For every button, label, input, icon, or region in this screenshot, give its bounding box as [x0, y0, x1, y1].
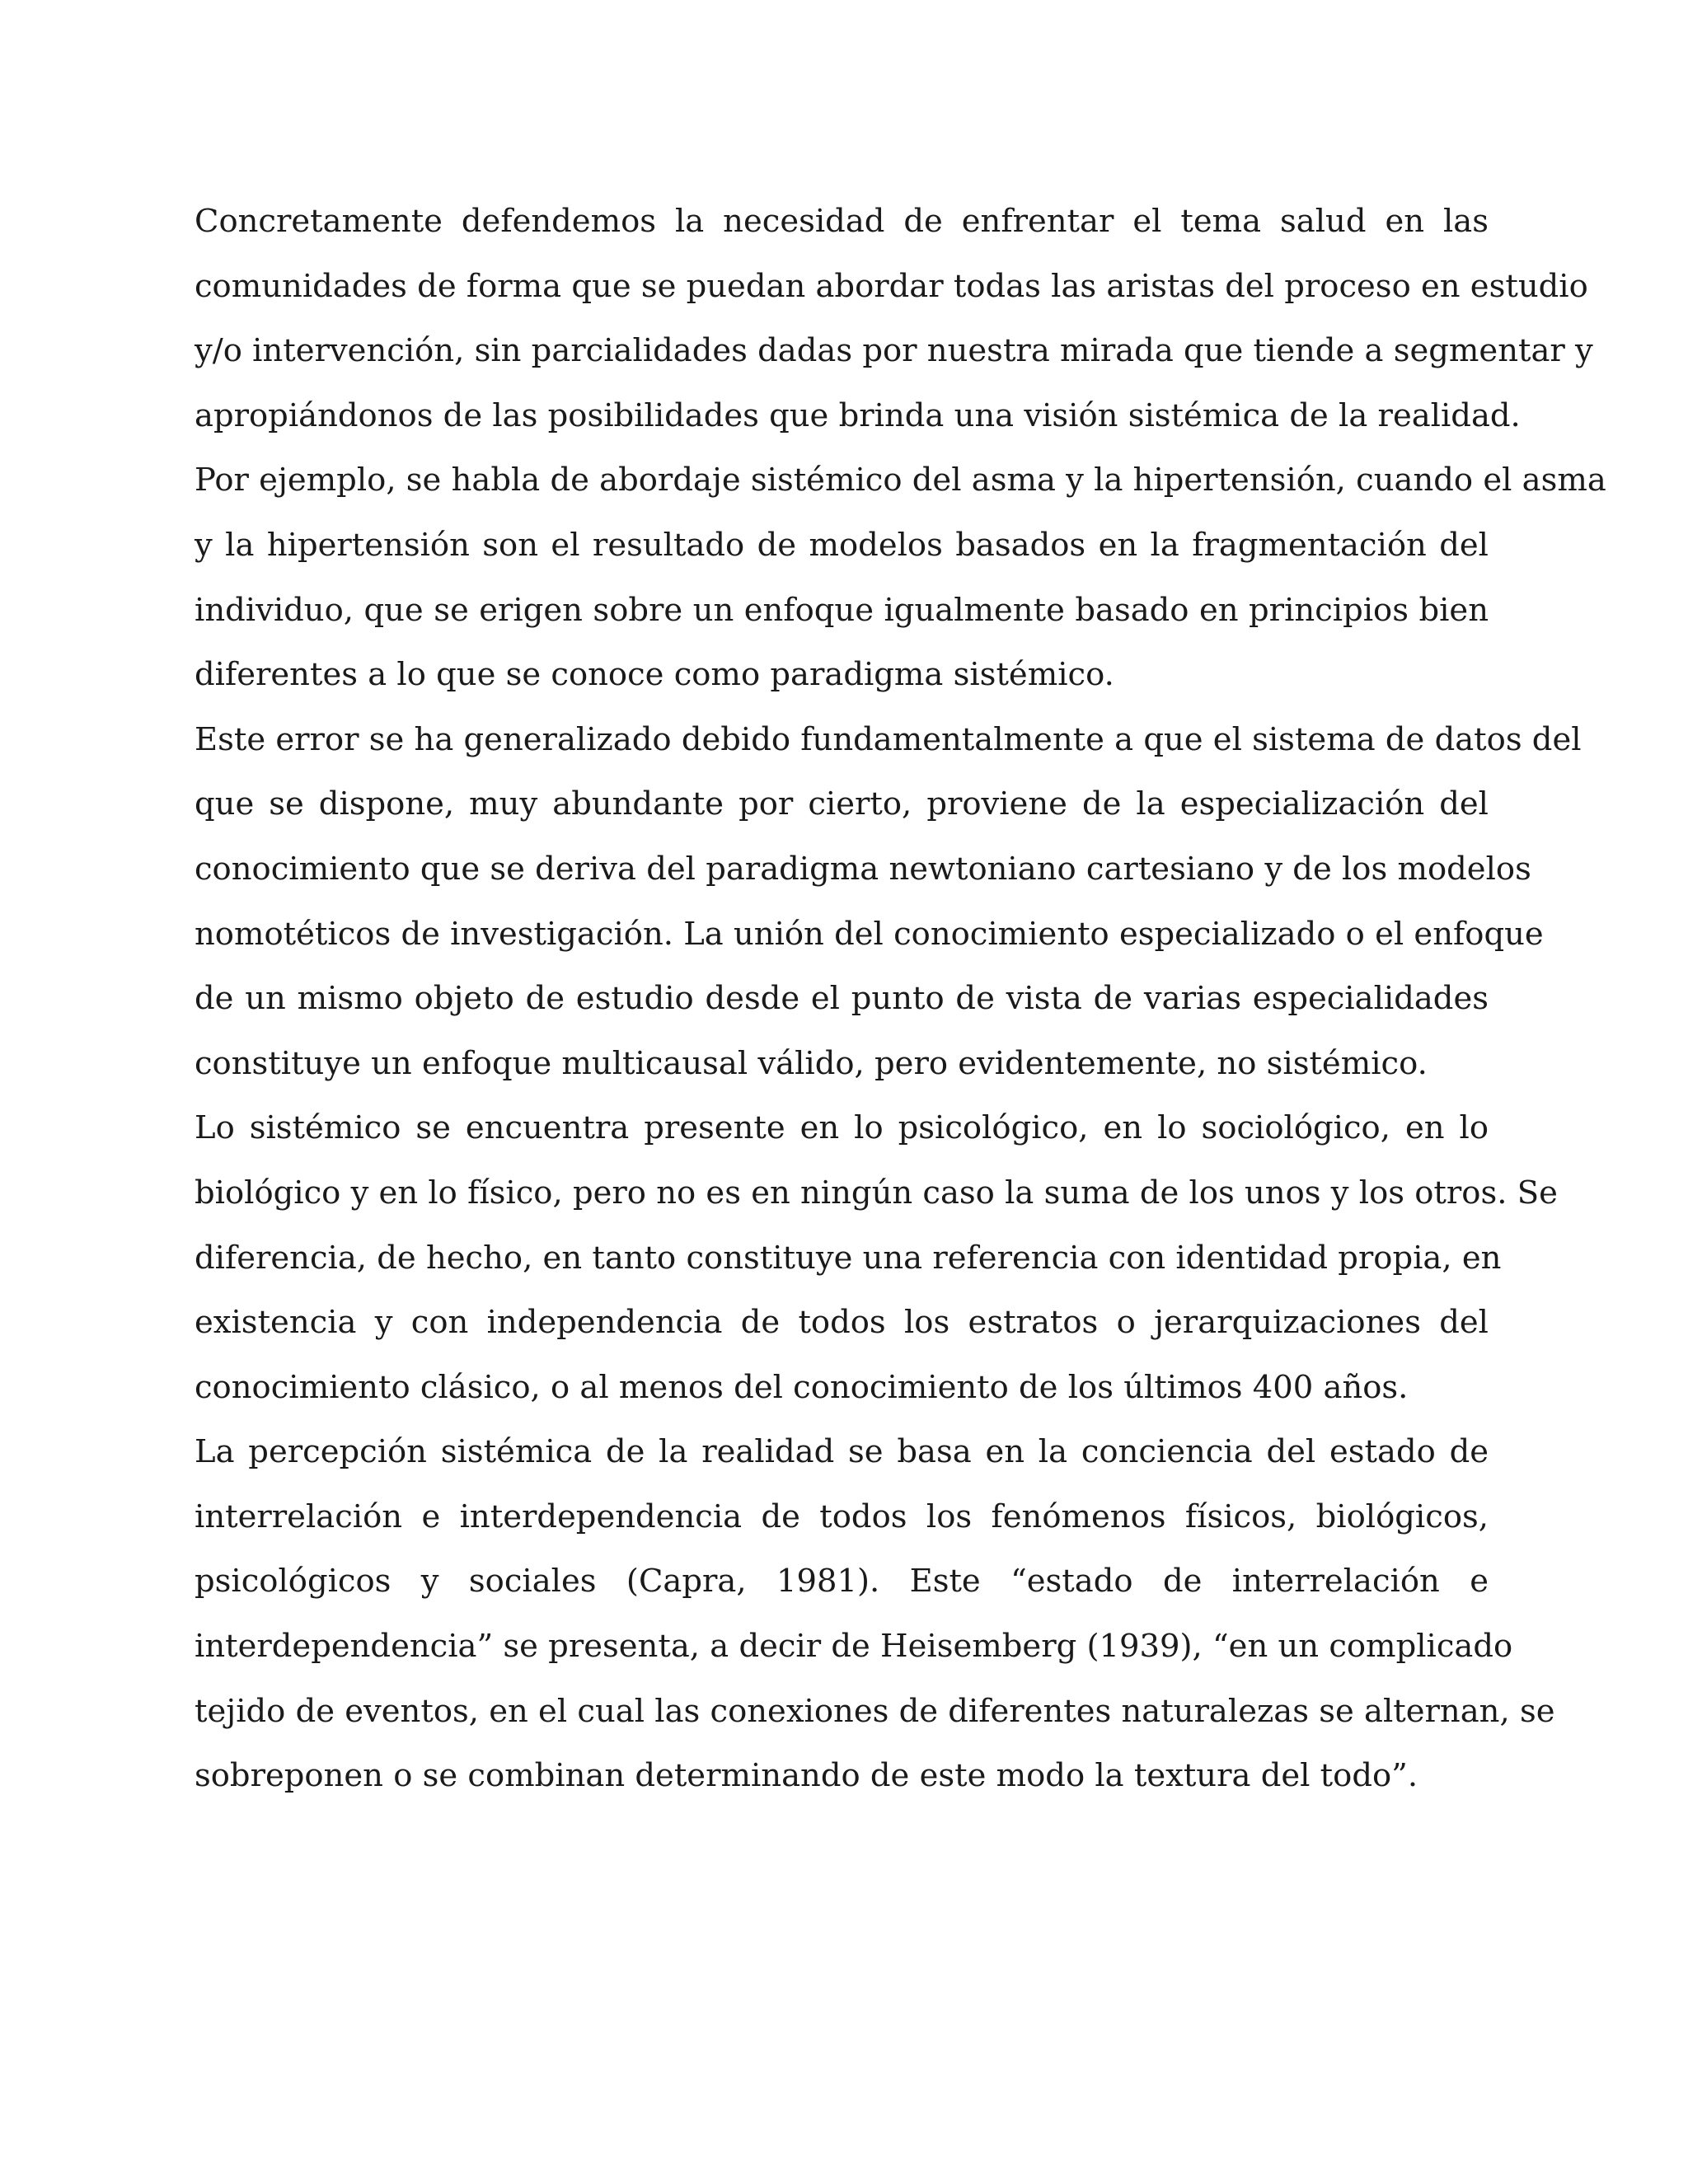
paragraph-1-line-4: apropiándonos de las posibilidades que brinda una visión sistémica de la realidad.: [195, 396, 1521, 434]
paragraph-2-line-3: individuo, que se erigen sobre un enfoque igualmente basado en principios bien: [195, 591, 1489, 629]
body-text: [195, 190, 1606, 1809]
paragraph-1-line-1: Concretamente defendemos la necesidad de enfrentar el tema salud en las: [195, 203, 1489, 240]
paragraph-1-line-2: comunidades de forma que se puedan abordar todas las aristas del proceso en estudio: [195, 267, 1588, 305]
paragraph-4-line-4: existencia y con independencia de todos los estratos o jerarquizaciones del: [195, 1304, 1489, 1342]
paragraph-3-line-3: conocimiento que se deriva del paradigma newtoniano cartesiano y de los modelos: [195, 850, 1531, 888]
paragraph-5-line-1: La percepción sistémica de la realidad se basa en la conciencia del estado de: [195, 1433, 1489, 1471]
paragraph-2-line-2: y la hipertensión son el resultado de modelos basados en la fragmentación del: [195, 526, 1489, 564]
paragraph-5-line-3: psicológicos y sociales (Capra, 1981). Este “estado de interrelación e: [195, 1563, 1489, 1601]
paragraph-5-line-2: interrelación e interdependencia de todos los fenómenos físicos, biológicos,: [195, 1497, 1489, 1535]
paragraph-5-line-6: sobreponen o se combinan determinando de este modo la textura del todo”.: [195, 1757, 1418, 1795]
paragraph-4-line-3: diferencia, de hecho, en tanto constituye una referencia con identidad propia, en: [195, 1239, 1502, 1277]
paragraph-5-line-5: tejido de eventos, en el cual las conexiones de diferentes naturalezas se alternan, se: [195, 1692, 1555, 1730]
paragraph-2-line-4: diferentes a lo que se conoce como paradigma sistémico.: [195, 656, 1114, 694]
paragraph-2-line-1: Por ejemplo, se habla de abordaje sistémico del asma y la hipertensión, cuando el asma: [195, 462, 1606, 499]
paragraph-3-line-4: nomotéticos de investigación. La unión del conocimiento especializado o el enfoque: [195, 915, 1544, 953]
paragraph-1-line-3: y/o intervención, sin parcialidades dadas por nuestra mirada que tiende a segmentar y: [195, 332, 1593, 370]
paragraph-3-line-5: de un mismo objeto de estudio desde el punto de vista de varias especialidades: [195, 980, 1489, 1018]
paragraph-5-line-4: interdependencia” se presenta, a decir de Heisemberg (1939), “en un complicado: [195, 1628, 1513, 1666]
paragraph-3-line-1: Este error se ha generalizado debido fundamentalmente a que el sistema de datos del: [195, 720, 1582, 758]
paragraph-4-line-1: Lo sistémico se encuentra presente en lo psicológico, en lo sociológico, en lo: [195, 1109, 1489, 1147]
paragraph-4-line-5: conocimiento clásico, o al menos del conocimiento de los últimos 400 años.: [195, 1368, 1409, 1406]
paragraph-4-line-2: biológico y en lo físico, pero no es en ningún caso la suma de los unos y los otros. Se: [195, 1174, 1558, 1212]
paragraph-3-line-6: constituye un enfoque multicausal válido, pero evidentemente, no sistémico.: [195, 1044, 1428, 1082]
paragraph-3-line-2: que se dispone, muy abundante por cierto, proviene de la especialización del: [195, 785, 1489, 823]
